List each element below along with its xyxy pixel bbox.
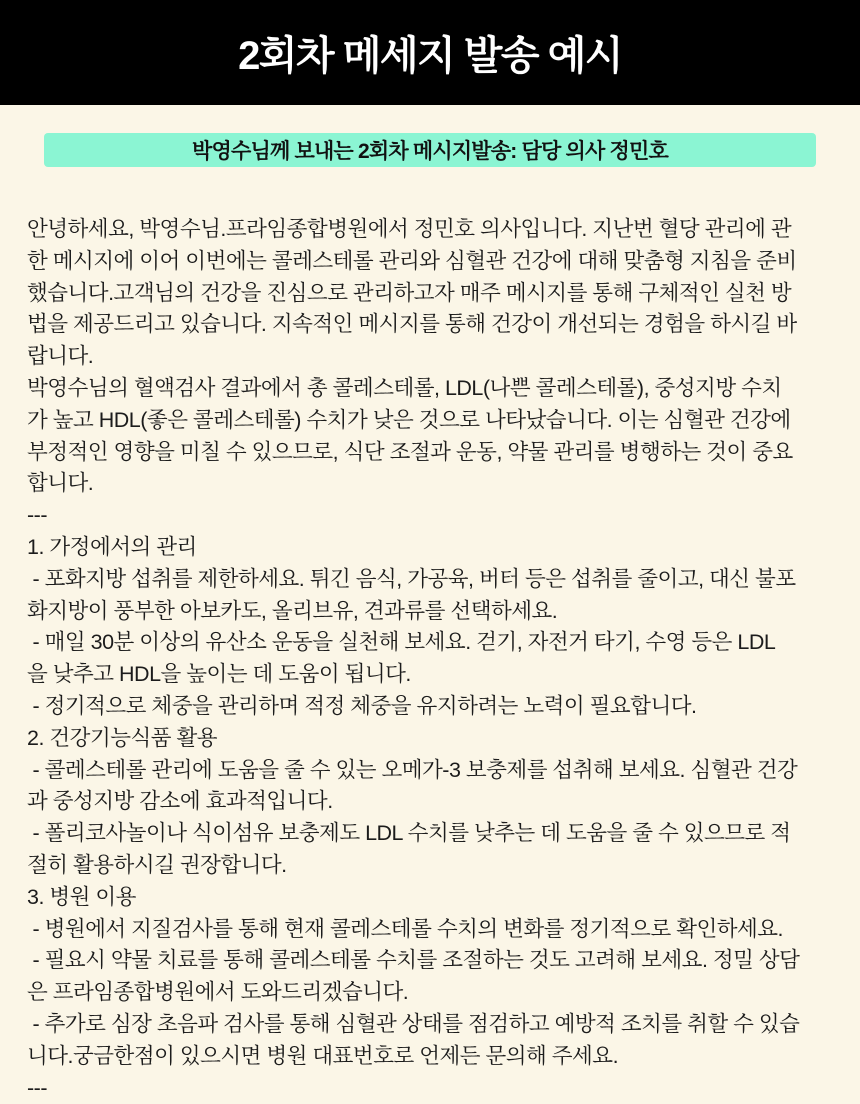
message-line: 1. 가정에서의 관리: [27, 534, 197, 559]
message-line: 3. 병원 이용: [27, 884, 136, 909]
message-line: - 정기적으로 체중을 관리하며 적정 체중을 유지하려는 노력이 필요합니다.: [27, 693, 697, 718]
message-line: 2. 건강기능식품 활용: [27, 725, 218, 750]
message-line: - 필요시 약물 치료를 통해 콜레스테롤 수치를 조절하는 것도 고려해 보세요. 정밀 상담: [27, 948, 800, 973]
message-line: - 포화지방 섭취를 제한하세요. 튀긴 음식, 가공육, 버터 등은 섭취를 줄이고, 대신 불포: [27, 566, 796, 591]
message-line: 법을 제공드리고 있습니다. 지속적인 메시지를 통해 건강이 개선되는 경험을 하시길 바: [27, 312, 797, 337]
message-line: 은 프라임종합병원에서 도와드리겠습니다.: [27, 980, 409, 1005]
message-line: 부정적인 영향을 미칠 수 있으므로, 식단 조절과 운동, 약물 관리를 병행하는 것이 중요: [27, 439, 793, 464]
message-line: 박영수님의 혈액검사 결과에서 총 콜레스테롤, LDL(나쁜 콜레스테롤), 중성지방 수치: [27, 375, 782, 400]
message-line: - 폴리코사놀이나 식이섬유 보충제도 LDL 수치를 낮추는 데 도움을 줄 수 있으므로 적: [27, 821, 791, 846]
message-line: 절히 활용하시길 권장합니다.: [27, 852, 287, 877]
message-line: - 병원에서 지질검사를 통해 현재 콜레스테롤 수치의 변화를 정기적으로 확인하세요.: [27, 916, 784, 941]
message-line: 을 낮추고 HDL을 높이는 데 도움이 됩니다.: [27, 662, 411, 687]
message-line: - 추가로 심장 초음파 검사를 통해 심혈관 상태를 점검하고 예방적 조치를 취할 수 있습: [27, 1011, 800, 1036]
message-line: - 콜레스테롤 관리에 도움을 줄 수 있는 오메가-3 보충제를 섭취해 보세요. 심혈관 건강: [27, 757, 798, 782]
header-bar: [0, 0, 860, 105]
subtitle-highlight-banner: [44, 133, 816, 167]
message-line: 과 중성지방 감소에 효과적입니다.: [27, 789, 333, 814]
message-line: 합니다.: [27, 471, 94, 496]
message-line: ---: [27, 503, 47, 528]
message-line: 안녕하세요, 박영수님.프라임종합병원에서 정민호 의사입니다. 지난번 혈당 관리에 관: [27, 217, 792, 241]
message-line: ---: [27, 1075, 47, 1100]
subtitle-label: 박영수님께 보내는 2회차 메시지발송: 담당 의사 정민호: [192, 140, 668, 163]
message-line: 화지방이 풍부한 아보카도, 올리브유, 견과류를 선택하세요.: [27, 598, 558, 623]
message-line: 니다.궁금한점이 있으시면 병원 대표번호로 언제든 문의해 주세요.: [27, 1043, 619, 1068]
message-line: - 매일 30분 이상의 유산소 운동을 실천해 보세요. 걷기, 자전거 타기, 수영 등은 LDL: [27, 630, 776, 655]
message-line: 가 높고 HDL(좋은 콜레스테롤) 수치가 낮은 것으로 나타났습니다. 이는 심혈관 건강에: [27, 407, 791, 432]
message-line: 랍니다.: [27, 344, 94, 369]
message-line: 한 메시지에 이어 이번에는 콜레스테롤 관리와 심혈관 건강에 대해 맞춤형 지침을 준비: [27, 248, 797, 273]
page-title: 2회차 메세지 발송 예시: [238, 34, 622, 78]
message-line: 했습니다.고객님의 건강을 진심으로 관리하고자 매주 메시지를 통해 구체적인 실천 방: [27, 280, 792, 305]
message-body: [27, 214, 834, 1104]
